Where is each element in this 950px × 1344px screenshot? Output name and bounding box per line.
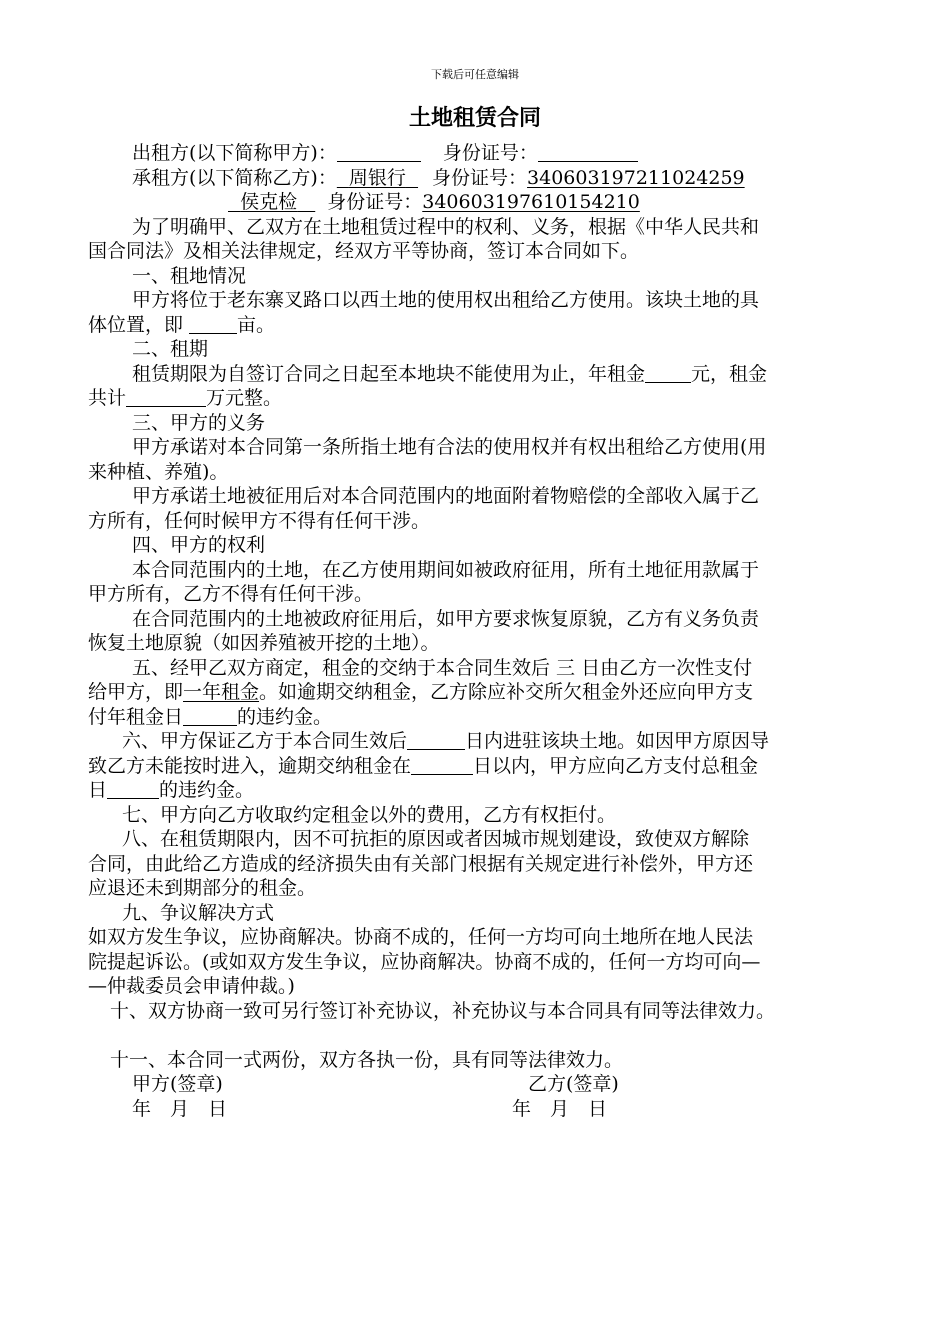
- section-4-heading: 四、甲方的权利: [132, 534, 266, 556]
- section-8-line-2: 合同，由此给乙方造成的经济损失由有关部门根据有关规定进行补偿外，甲方还: [88, 852, 754, 875]
- section-2-line-1: 租赁期限为自签订合同之日起至本地块不能使用为止，年租金 元，租金: [132, 362, 768, 385]
- section-8-line-1: 八、在租赁期限内，因不可抗拒的原因或者因城市规划建设，致使双方解除: [122, 828, 750, 850]
- section-3-p1-line-1: 甲方承诺对本合同第一条所指土地有合法的使用权并有权出租给乙方使用(用: [132, 436, 767, 458]
- section-5-line-3: 付年租金日 的违约金。: [88, 705, 333, 728]
- section-6-line-1: 六、甲方保证乙方于本合同生效后 日内进驻该块土地。如因甲方原因导: [122, 730, 770, 752]
- section-8-line-3: 应退还未到期部分的租金。: [88, 877, 317, 899]
- section-4-p2-line-1: 在合同范围内的土地被政府征用后，如甲方要求恢复原貌，乙方有义务负责: [132, 607, 760, 630]
- lessor-name-blank: [337, 143, 421, 162]
- entry-days-blank: [407, 731, 465, 750]
- section-3-p2-line-2: 方所有，任何时候甲方不得有任何干涉。: [88, 509, 431, 532]
- signature-row: [88, 1072, 882, 1097]
- one-year-rent: 一年租金: [183, 681, 260, 703]
- section-5-line-2: 给甲方，即一年租金。如逾期交纳租金，乙方除应补交所欠租金外还应向甲方支: [88, 681, 754, 703]
- party-a-signature: 甲方(签章): [132, 1073, 223, 1095]
- lessee-id-label: 身份证号：: [432, 166, 528, 189]
- section-4-p1-line-1: 本合同范围内的土地，在乙方使用期间如被政府征用，所有土地征用款属于: [132, 558, 760, 581]
- section-7: 七、甲方向乙方收取约定租金以外的费用，乙方有权拒付。: [122, 803, 617, 826]
- lessee-line-2: [88, 190, 882, 215]
- party-b-signature: 乙方(签章): [528, 1073, 619, 1095]
- annual-rent-blank: [645, 364, 691, 383]
- date-row: [88, 1097, 882, 1122]
- lessee-id-2: 340603197610154210: [422, 191, 640, 213]
- late-days-blank: [411, 756, 473, 775]
- lessee-id-1: 340603197211024259: [527, 166, 745, 189]
- section-2-heading: 二、租期: [132, 338, 209, 360]
- section-3-p1-line-2: 来种植、养殖)。: [88, 460, 229, 483]
- section-4-p2-line-2: 恢复土地原貌（如因养殖被开挖的土地）。: [88, 632, 440, 654]
- lessee-name-2: 侯克检: [240, 191, 298, 213]
- section-3-heading: 三、甲方的义务: [132, 411, 266, 434]
- lessor-id-blank: [538, 143, 638, 162]
- section-9-heading: 九、争议解决方式: [122, 901, 275, 924]
- lessee-line: [88, 166, 882, 191]
- section-6-line-2: 致乙方未能按时进入，逾期交纳租金在 日以内，甲方应向乙方支付总租金: [88, 754, 759, 777]
- lessor-label: 出租方(以下简称甲方)：: [132, 142, 337, 164]
- header-note: 下载后可任意编辑: [431, 68, 519, 81]
- section-1-line-2: 体位置，即 亩。: [88, 313, 276, 336]
- lessor-id-label: 身份证号：: [442, 142, 538, 164]
- penalty-blank: [183, 707, 237, 726]
- section-4-p1-line-2: 甲方所有，乙方不得有任何干涉。: [88, 583, 374, 605]
- section-9-line-3: —仲裁委员会申请仲裁。): [88, 975, 295, 997]
- lessee-id-label-2: 身份证号：: [327, 191, 423, 213]
- section-10: 十、双方协商一致可另行签订补充协议，补充协议与本合同具有同等法律效力。: [110, 999, 776, 1022]
- section-1-heading: 一、租地情况: [132, 264, 247, 287]
- document-title: 土地租赁合同: [408, 106, 541, 131]
- lessor-line: [88, 141, 882, 166]
- contract-body: [88, 141, 882, 1121]
- preamble-line-1: 为了明确甲、乙双方在土地租赁过程中的权利、义务，根据《中华人民共和: [132, 215, 760, 238]
- party-a-date: 年 月 日: [132, 1097, 228, 1120]
- total-rent-blank: [126, 388, 206, 407]
- section-1-line-1: 甲方将位于老东寨叉路口以西土地的使用权出租给乙方使用。该块土地的具: [132, 289, 760, 311]
- section-3-p2-line-1: 甲方承诺土地被征用后对本合同范围内的地面附着物赔偿的全部收入属于乙: [132, 485, 760, 507]
- preamble-line-2: 国合同法》及相关法律规定，经双方平等协商，签订本合同如下。: [88, 240, 640, 262]
- section-11: 十一、本合同一式两份，双方各执一份，具有同等法律效力。: [110, 1048, 624, 1071]
- section-9-line-2: 院提起诉讼。(或如双方发生争议，应协商解决。协商不成的，任何一方均可向—: [88, 950, 761, 973]
- area-blank: [189, 315, 237, 334]
- section-6-line-3: 日 的违约金。: [88, 779, 255, 801]
- section-9-line-1: 如双方发生争议，应协商解决。协商不成的，任何一方均可向土地所在地人民法: [88, 926, 754, 948]
- section-2-line-2: 共计 万元整。: [88, 387, 283, 409]
- section-5-line-1: 五、经甲乙双方商定，租金的交纳于本合同生效后 三 日由乙方一次性支付: [132, 656, 753, 679]
- late-penalty-blank: [107, 780, 159, 799]
- party-b-date: 年 月 日: [512, 1097, 608, 1120]
- lessee-label: 承租方(以下简称乙方)：: [132, 166, 337, 189]
- lessee-name-1: 周银行: [348, 166, 406, 189]
